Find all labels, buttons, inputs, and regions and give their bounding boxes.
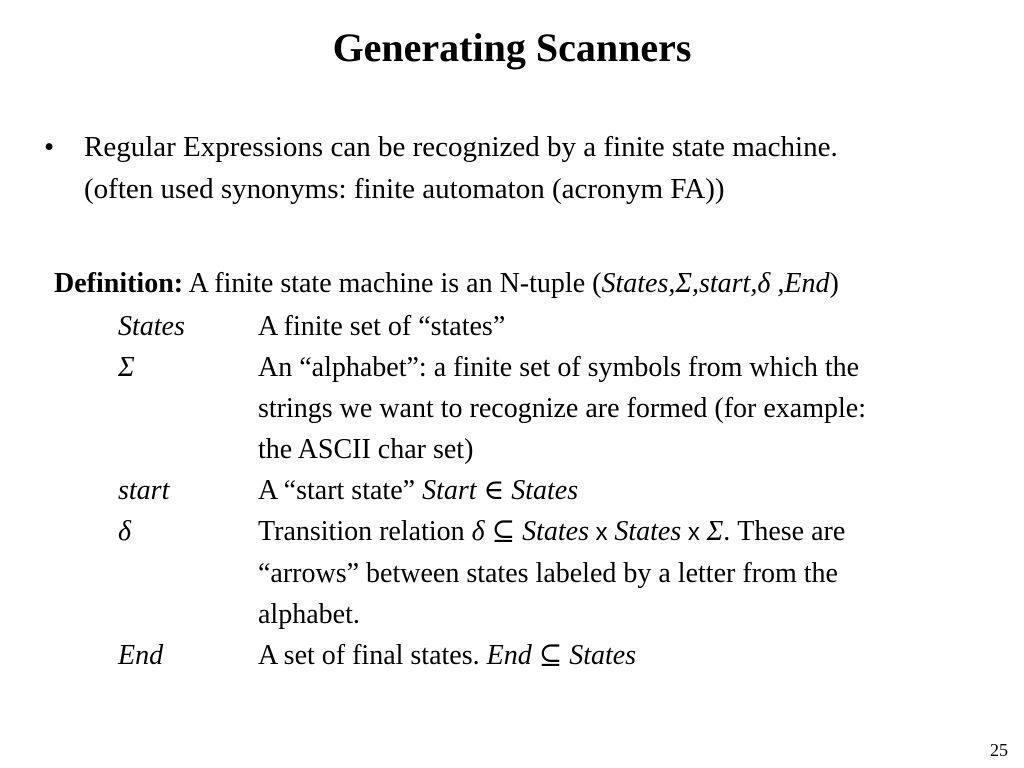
bullet-line-2: (often used synonyms: finite automaton (acronym FA)) — [84, 173, 725, 205]
definition-intro: A finite state machine is an N-tuple ( — [183, 268, 602, 299]
definition-row-delta — [118, 511, 1008, 635]
sigma-symbol: Σ — [706, 516, 724, 547]
cross-symbol: x — [589, 519, 615, 546]
desc-states — [258, 306, 505, 347]
desc-line: A finite set of “states” — [258, 311, 506, 342]
desc-expr: End ⊆ States — [486, 640, 637, 671]
desc-line: “arrows” between states labeled by a letter from the — [258, 558, 838, 589]
definition-tuple: States,Σ,start,δ ,End — [601, 268, 830, 299]
definition-row-sigma — [118, 347, 1008, 470]
desc-expr: Start ∈ States — [422, 475, 579, 506]
desc-text: . These are — [723, 516, 846, 547]
desc-delta — [258, 511, 845, 635]
desc-line: alphabet. — [258, 599, 360, 630]
desc-line: An “alphabet”: a finite set of symbols from which the — [258, 352, 860, 383]
cross-symbol: x — [681, 519, 707, 546]
term-states: States — [118, 311, 185, 342]
desc-start — [258, 470, 578, 511]
definition-label: Definition: — [54, 268, 184, 299]
desc-line: the ASCII char set) — [258, 434, 474, 465]
desc-line: strings we want to recognize are formed (for example: — [258, 393, 866, 424]
definition-close: ) — [829, 268, 839, 299]
bullet-symbol: • — [44, 131, 55, 163]
term-sigma: Σ — [118, 352, 135, 383]
states-term: States — [522, 516, 589, 547]
term-end: End — [118, 640, 164, 671]
definition-row-start — [118, 470, 1008, 511]
bullet-line-1: Regular Expressions can be recognized by a finite state machine. — [84, 131, 838, 163]
term-start: start — [118, 475, 170, 506]
subset-symbol: ⊆ — [484, 516, 523, 547]
definition-list — [118, 306, 1008, 676]
delta-symbol: δ — [471, 516, 485, 547]
desc-text: A set of final states. — [258, 640, 487, 671]
bullet-point — [44, 126, 1004, 210]
definition-row-end — [118, 635, 1008, 676]
term-delta: δ — [118, 516, 132, 547]
desc-sigma — [258, 347, 866, 470]
desc-text: Transition relation — [258, 516, 472, 547]
slide-title: Generating Scanners — [332, 25, 692, 70]
desc-end — [258, 635, 636, 676]
definition-row-states — [118, 306, 1008, 347]
definition-heading — [54, 264, 839, 304]
bullet-text — [84, 126, 838, 210]
states-term: States — [614, 516, 682, 547]
desc-text: A “start state” — [258, 475, 423, 506]
page-number: 25 — [990, 740, 1008, 760]
